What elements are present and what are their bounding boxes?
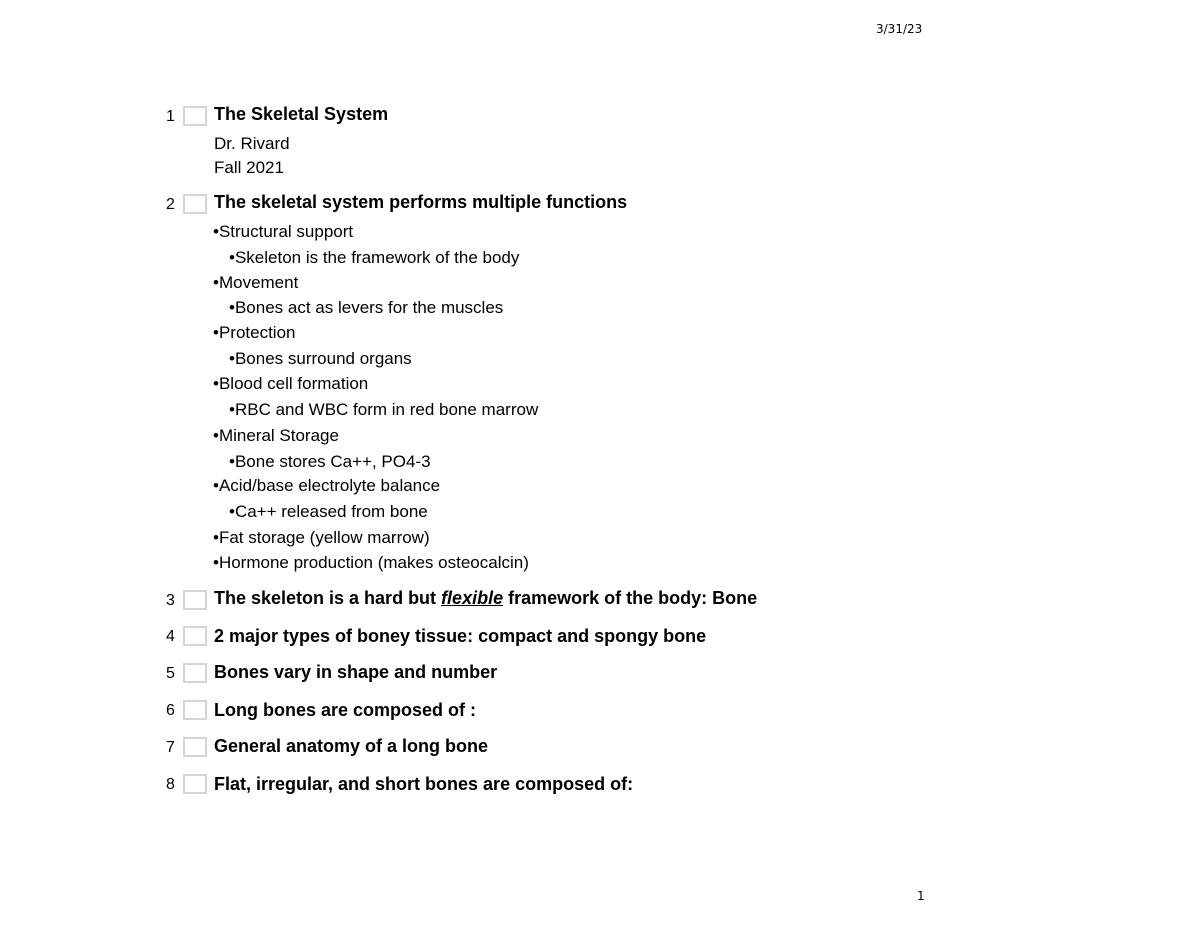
slide-8-thumbnail-box[interactable] [183,774,207,794]
bullet-item: •Blood cell formation [213,374,369,393]
slide-4-number: 4 [166,628,175,645]
slide-3-number: 3 [166,592,175,609]
slide-7-thumbnail-box[interactable] [183,737,207,757]
slide-4-thumbnail-box[interactable] [183,626,207,646]
sub-bullet-item: •Bone stores Ca++, PO4-3 [229,452,431,471]
sub-bullet-item: •Ca++ released from bone [229,502,428,521]
bullet-item: •Acid/base electrolyte balance [213,476,441,495]
bullet-item: •Movement [213,273,299,292]
slide-4-title: 2 major types of boney tissue: compact and spongy bone [214,626,707,646]
slide-5-number: 5 [166,665,175,682]
slide-1-thumbnail-box[interactable] [183,106,207,126]
slide-2-thumbnail-box[interactable] [183,194,207,214]
emphasis-flexible: flexible [441,588,504,608]
slide-7-title: General anatomy of a long bone [214,736,489,756]
slide-7-number: 7 [166,739,175,756]
slide-1-title: The Skeletal System [214,104,389,124]
bullet-item: •Structural support [213,222,354,241]
sub-bullet-item: •Skeleton is the framework of the body [229,248,520,267]
slide-1-number: 1 [166,108,175,125]
slide-3-title: The skeleton is a hard but flexible framework of the body: Bone [214,588,758,608]
sub-bullet-item: •RBC and WBC form in red bone marrow [229,400,539,419]
slide-3-thumbnail-box[interactable] [183,590,207,610]
bullet-item: •Mineral Storage [213,426,339,445]
slide-2-number: 2 [166,196,175,213]
slide-6-thumbnail-box[interactable] [183,700,207,720]
slide-6-number: 6 [166,702,175,719]
slide-5-thumbnail-box[interactable] [183,663,207,683]
sub-bullet-item: •Bones act as levers for the muscles [229,298,504,317]
slide-1-line: Dr. Rivard [214,134,290,153]
slide-2-title: The skeletal system performs multiple functions [214,192,628,212]
slide-5-title: Bones vary in shape and number [214,662,498,682]
slide-1-line: Fall 2021 [214,158,284,177]
bullet-item: •Fat storage (yellow marrow) [213,528,430,547]
sub-bullet-item: •Bones surround organs [229,349,412,368]
header-date: 3/31/23 [876,22,923,36]
slide-6-title: Long bones are composed of : [214,700,477,720]
bullet-item: •Hormone production (makes osteocalcin) [213,553,529,572]
page-number: 1 [917,889,925,903]
slide-8-title: Flat, irregular, and short bones are composed of: [214,774,634,794]
bullet-item: •Protection [213,323,296,342]
slide-8-number: 8 [166,776,175,793]
